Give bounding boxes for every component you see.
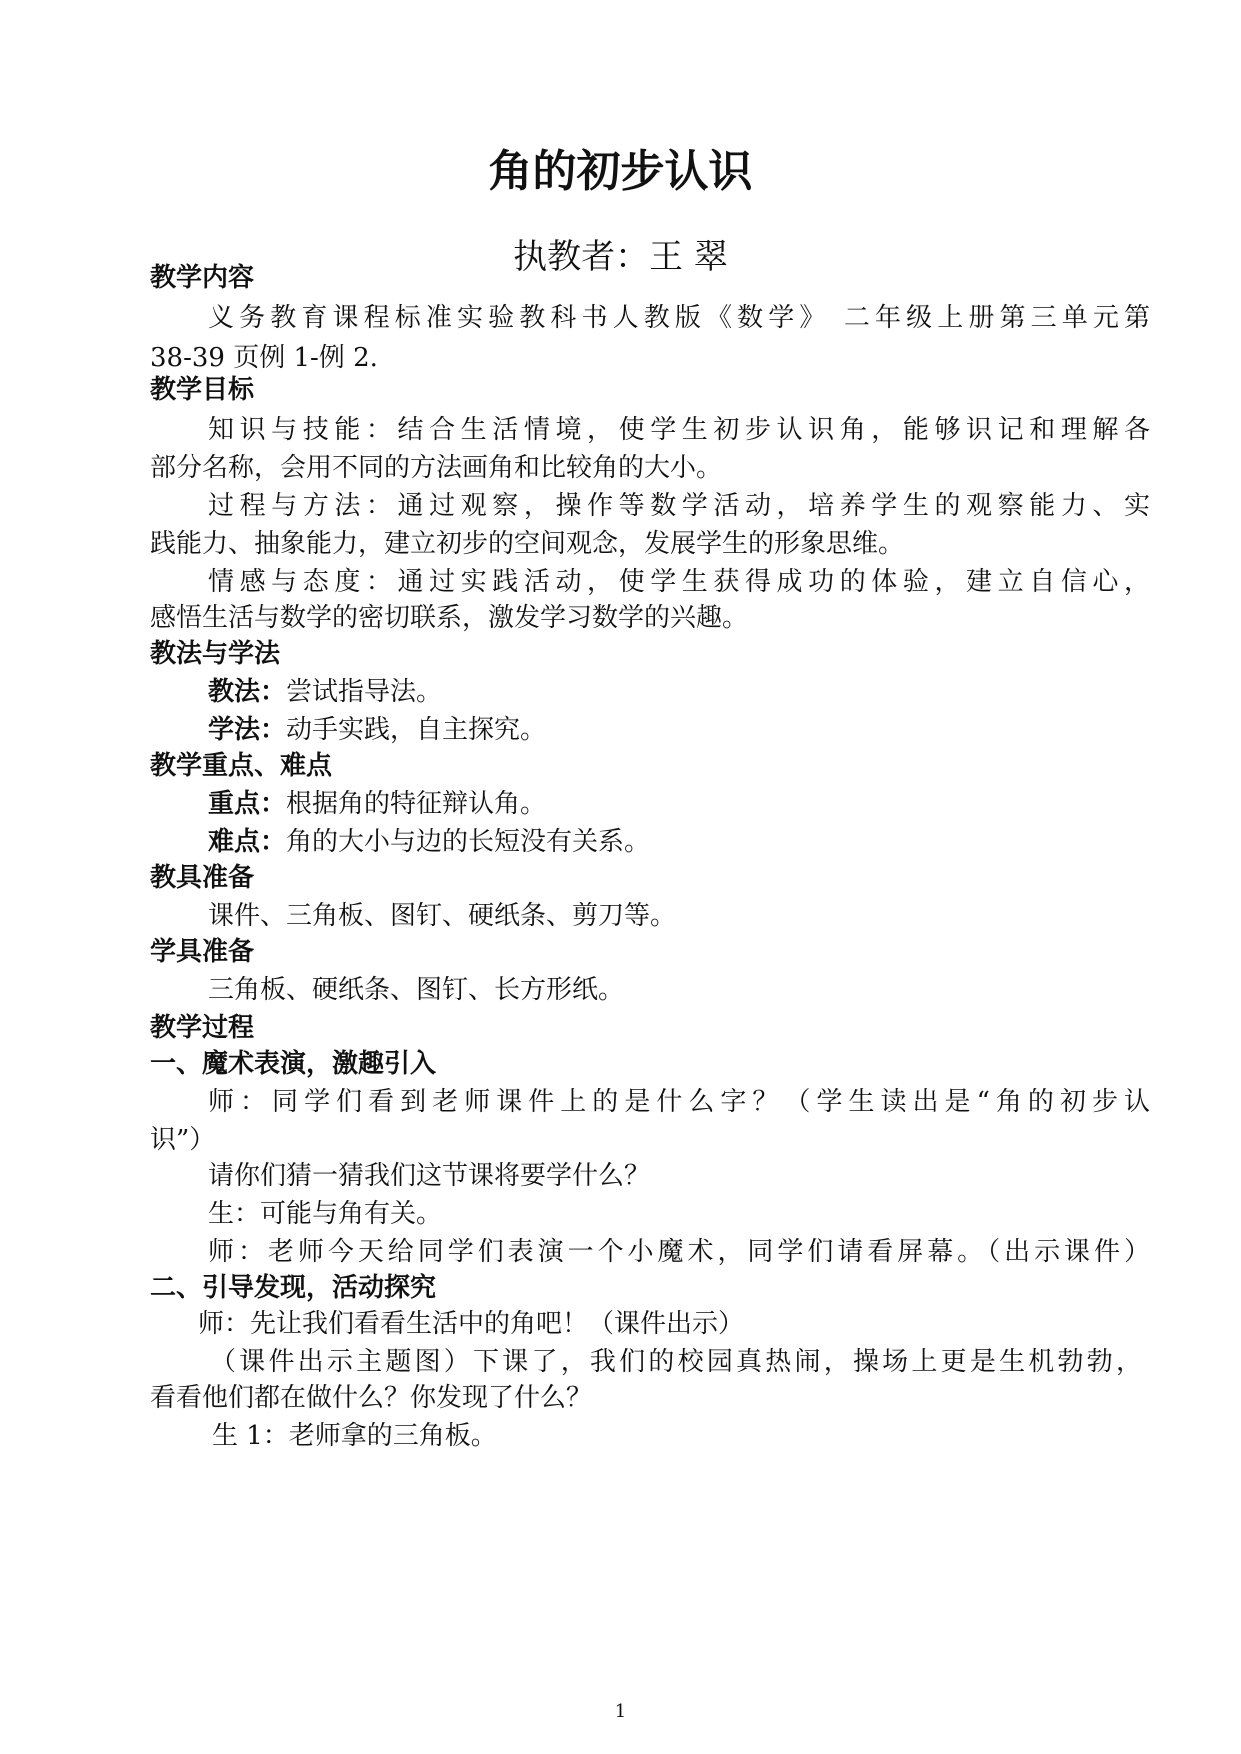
part-1-line-4: 生：可能与角有关。: [208, 1199, 443, 1229]
part-1-line-3: 请你们猜一猜我们这节课将要学什么？: [208, 1161, 651, 1191]
heading-student-tools: 学具准备: [150, 937, 255, 967]
student-tools-text: 三角板、硬纸条、图钉、长方形纸。: [208, 975, 625, 1005]
heading-teacher-tools: 教具准备: [150, 863, 255, 893]
goal-1-line-1: 知识与技能：结合生活情境，使学生初步认识角，能够识记和理解各: [208, 415, 1150, 445]
learn-method-text: 动手实践，自主探究。: [286, 715, 547, 745]
teach-method-text: 尝试指导法。: [286, 677, 443, 707]
heading-methods: 教法与学法: [150, 639, 281, 669]
difficult-point-text: 角的大小与边的长短没有关系。: [286, 827, 651, 857]
difficult-point-label: 难点：: [208, 827, 287, 857]
goal-2-line-2: 践能力、抽象能力，建立初步的空间观念，发展学生的形象思维。: [150, 529, 905, 559]
key-point-text: 根据角的特征辩认角。: [286, 789, 547, 819]
goal-1-line-2: 部分名称，会用不同的方法画角和比较角的大小。: [150, 453, 723, 483]
learn-method-row: [208, 710, 546, 750]
author-line: 执教者：王 翠: [513, 237, 728, 277]
teacher-tools-text: 课件、三角板、图钉、硬纸条、剪刀等。: [208, 901, 677, 931]
heading-part-2: 二、引导发现，活动探究: [150, 1273, 437, 1303]
part-2-line-3: 看看他们都在做什么？你发现了什么？: [150, 1383, 593, 1413]
content-line-2: 38-39 页例 1-例 2.: [150, 343, 378, 373]
part-2-line-1: 师：先让我们看看生活中的角吧！（课件出示）: [198, 1309, 745, 1339]
page-number: 1: [614, 1701, 627, 1722]
part-1-line-5: 师：老师今天给同学们表演一个小魔术，同学们请看屏幕。（出示课件）: [208, 1237, 1150, 1267]
part-2-line-2: （课件出示主题图）下课了，我们的校园真热闹，操场上更是生机勃勃，: [210, 1347, 1142, 1377]
learn-method-label: 学法：: [208, 715, 287, 745]
teach-method-row: [208, 672, 442, 712]
heading-content: 教学内容: [150, 263, 255, 293]
goal-2-line-1: 过程与方法：通过观察，操作等数学活动，培养学生的观察能力、实: [208, 491, 1150, 521]
heading-key-points: 教学重点、难点: [150, 751, 333, 781]
heading-part-1: 一、魔术表演，激趣引入: [150, 1049, 437, 1079]
goal-3-line-1: 情感与态度：通过实践活动，使学生获得成功的体验，建立自信心，: [208, 567, 1150, 597]
goal-3-line-2: 感悟生活与数学的密切联系，激发学习数学的兴趣。: [150, 603, 749, 633]
key-point-row: [208, 784, 546, 824]
document-title: 角的初步认识: [488, 146, 753, 197]
part-1-line-1: 师：同学们看到老师课件上的是什么字？（学生读出是“角的初步认: [208, 1087, 1150, 1117]
content-line-1: 义务教育课程标准实验教科书人教版《数学》 二年级上册第三单元第: [208, 303, 1150, 333]
heading-goals: 教学目标: [150, 375, 255, 405]
part-2-line-4: 生 1：老师拿的三角板。: [212, 1421, 497, 1451]
heading-process: 教学过程: [150, 1013, 255, 1043]
teach-method-label: 教法：: [208, 677, 287, 707]
part-1-line-2: 识”）: [150, 1125, 216, 1155]
key-point-label: 重点：: [208, 789, 287, 819]
difficult-point-row: [208, 822, 650, 862]
